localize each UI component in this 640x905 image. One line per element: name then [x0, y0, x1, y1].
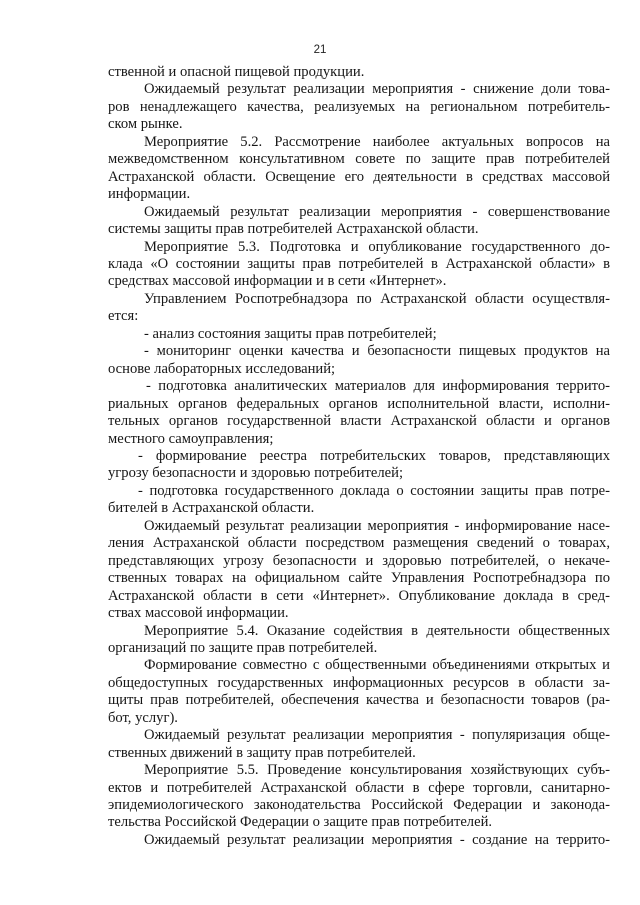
text-line: - подготовка аналитических материалов для информирования террито-: [146, 378, 610, 395]
page-number: 21: [313, 44, 327, 56]
text-line: организаций по защите прав потребителей.: [108, 639, 378, 656]
text-line: общедоступных государственных информационных ресурсов в области за-: [108, 674, 610, 691]
document-body: [108, 64, 610, 849]
text-line: системы защиты прав потребителей Астраханской области.: [108, 221, 479, 238]
text-line: - подготовка государственного доклада о состоянии защиты прав потре-: [138, 482, 610, 499]
text-line: информации.: [108, 186, 191, 203]
text-line: ственных товарах на официальном сайте Управления Роспотребнадзора по: [108, 570, 610, 587]
text-line: бот, услуг).: [108, 709, 178, 726]
text-line: межведомственном консультативном совете по защите прав потребителей: [108, 151, 610, 168]
text-line: Ожидаемый результат реализации мероприятия - информирование насе-: [144, 517, 610, 534]
text-line: ственной и опасной пищевой продукции.: [108, 64, 365, 80]
text-line: - формирование реестра потребительских товаров, представляющих: [138, 447, 610, 464]
text-line: угрозу безопасности и здоровью потребителей;: [108, 465, 404, 482]
text-line: основе лабораторных исследований;: [108, 360, 336, 377]
text-line: Мероприятие 5.4. Оказание содействия в деятельности общественных: [144, 622, 610, 639]
text-line: ском рынке.: [108, 116, 183, 133]
text-line: Управлением Роспотребнадзора по Астраханской области осуществля-: [144, 290, 610, 307]
text-line: Ожидаемый результат реализации мероприятия - совершенствование: [144, 203, 610, 220]
text-line: тельных органов государственной власти Астраханской области и органов: [108, 413, 610, 430]
text-line: клада «О состоянии защиты прав потребителей в Астраханской области» в: [108, 255, 610, 272]
text-line: эпидемиологического законодательства Российской Федерации и законода-: [108, 797, 610, 814]
text-line: ется:: [108, 308, 139, 325]
text-line: Ожидаемый результат реализации мероприятия - создание на террито-: [144, 831, 610, 848]
text-line: Астраханской области. Освещение его деятельности в средствах массовой: [108, 168, 610, 185]
text-line: - мониторинг оценки качества и безопасности пищевых продуктов на: [144, 343, 610, 360]
text-line: ствах массовой информации.: [108, 605, 289, 622]
text-line: Ожидаемый результат реализации мероприятия - снижение доли това-: [144, 81, 610, 98]
text-line: Мероприятие 5.3. Подготовка и опубликование государственного до-: [144, 238, 610, 255]
text-line: - анализ состояния защиты прав потребителей;: [144, 325, 437, 342]
text-line: риальных органов федеральных органов исполнительной власти, исполни-: [108, 395, 610, 412]
text-line: средствах массовой информации и в сети «Интернет».: [108, 273, 447, 290]
text-line: ектов и потребителей Астраханской области в сфере торговли, санитарно-: [108, 779, 610, 796]
text-line: ров ненадлежащего качества, реализуемых на региональном потребитель-: [108, 98, 610, 115]
text-line: представляющих угрозу безопасности и здоровью потребителей, о некаче-: [108, 552, 610, 569]
text-line: Ожидаемый результат реализации мероприятия - популяризация обще-: [144, 727, 610, 744]
text-line: бителей в Астраханской области.: [108, 500, 315, 517]
text-line: тельства Российской Федерации о защите прав потребителей.: [108, 814, 493, 831]
text-line: Астраханской области в сети «Интернет». Опубликование доклада в сред-: [108, 587, 610, 604]
text-line: щиты прав потребителей, обеспечения качества и безопасности товаров (ра-: [108, 692, 610, 709]
text-line: местного самоуправления;: [108, 430, 274, 447]
text-line: ления Астраханской области посредством размещения сведений о товарах,: [108, 535, 610, 552]
text-line: Мероприятие 5.5. Проведение консультирования хозяйствующих субъ-: [144, 762, 610, 779]
text-line: Мероприятие 5.2. Рассмотрение наиболее актуальных вопросов на: [144, 133, 610, 150]
text-line: Формирование совместно с общественными объединениями открытых и: [144, 657, 610, 674]
text-line: ственных движений в защиту прав потребителей.: [108, 744, 416, 761]
